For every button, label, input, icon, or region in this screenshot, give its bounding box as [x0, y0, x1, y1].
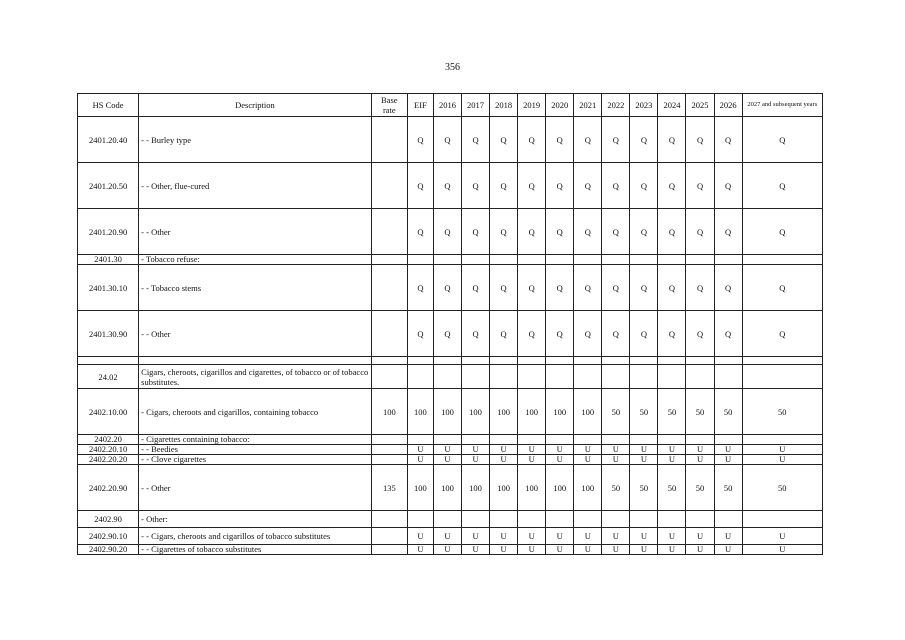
rate-cell: U — [602, 455, 630, 465]
rate-cell: Q — [433, 117, 461, 163]
rate-cell: 100 — [433, 389, 461, 435]
rate-cell — [658, 357, 686, 365]
description-cell: - - Burley type — [139, 117, 372, 163]
rate-cell: Q — [518, 311, 546, 357]
rate-cell: Q — [714, 163, 742, 209]
rate-cell: Q — [433, 209, 461, 255]
rate-cell: U — [658, 455, 686, 465]
header-eif: EIF — [407, 94, 433, 117]
rate-cell: U — [461, 545, 489, 555]
header-2018: 2018 — [490, 94, 518, 117]
rate-cell: U — [742, 445, 822, 455]
rate-cell: Q — [602, 311, 630, 357]
rate-cell: Q — [433, 163, 461, 209]
rate-cell: 100 — [490, 389, 518, 435]
rate-cell: 50 — [602, 465, 630, 511]
rate-cell: U — [407, 445, 433, 455]
rate-cell — [407, 435, 433, 445]
description-cell: - Tobacco refuse: — [139, 255, 372, 265]
rate-cell: Q — [407, 117, 433, 163]
rate-cell: U — [742, 528, 822, 545]
rate-cell: 50 — [630, 389, 658, 435]
rate-cell — [658, 365, 686, 389]
rate-cell: Q — [602, 209, 630, 255]
hs-code-cell: 2402.90.20 — [78, 545, 139, 555]
rate-cell — [574, 357, 602, 365]
rate-cell: U — [630, 445, 658, 455]
rate-cell: Q — [658, 163, 686, 209]
rate-cell — [630, 357, 658, 365]
rate-cell: Q — [518, 163, 546, 209]
rate-cell: U — [461, 528, 489, 545]
rate-cell: 100 — [518, 465, 546, 511]
rate-cell: 50 — [742, 465, 822, 511]
rate-cell — [461, 255, 489, 265]
hs-code-cell: 2402.20 — [78, 435, 139, 445]
rate-cell — [518, 435, 546, 445]
rate-cell — [433, 365, 461, 389]
rate-cell: Q — [407, 311, 433, 357]
hs-code-cell: 2401.30.10 — [78, 265, 139, 311]
table-row — [78, 511, 823, 528]
description-cell: - Cigarettes containing tobacco: — [139, 435, 372, 445]
rate-cell — [546, 357, 574, 365]
rate-cell — [518, 255, 546, 265]
rate-cell: 100 — [461, 389, 489, 435]
rate-cell — [490, 511, 518, 528]
base-rate-cell — [371, 365, 407, 389]
base-rate-cell — [371, 209, 407, 255]
table-row — [78, 311, 823, 357]
header-row — [78, 94, 823, 117]
rate-cell: Q — [490, 265, 518, 311]
rate-cell — [574, 511, 602, 528]
rate-cell: U — [518, 445, 546, 455]
rate-cell — [490, 255, 518, 265]
rate-cell: Q — [490, 117, 518, 163]
rate-cell — [461, 435, 489, 445]
description-cell: - Other: — [139, 511, 372, 528]
rate-cell — [686, 511, 714, 528]
table-row — [78, 163, 823, 209]
hs-code-cell: 2401.30.90 — [78, 311, 139, 357]
rate-cell: 50 — [714, 389, 742, 435]
rate-cell — [407, 255, 433, 265]
rate-cell — [490, 435, 518, 445]
table-row — [78, 255, 823, 265]
header-2016: 2016 — [433, 94, 461, 117]
description-cell: - - Tobacco stems — [139, 265, 372, 311]
base-rate-cell — [371, 528, 407, 545]
rate-cell — [630, 365, 658, 389]
rate-cell: U — [490, 545, 518, 555]
hs-code-cell: 2402.90 — [78, 511, 139, 528]
rate-cell — [686, 365, 714, 389]
rate-cell — [630, 255, 658, 265]
rate-cell: Q — [602, 163, 630, 209]
rate-cell: Q — [742, 311, 822, 357]
rate-cell: U — [407, 455, 433, 465]
hs-code-cell: 2402.20.20 — [78, 455, 139, 465]
rate-cell: U — [630, 528, 658, 545]
header-base-rate: Base rate — [371, 94, 407, 117]
rate-cell: Q — [574, 117, 602, 163]
rate-cell: Q — [490, 209, 518, 255]
header-2021: 2021 — [574, 94, 602, 117]
rate-cell: U — [433, 545, 461, 555]
rate-cell: 50 — [686, 389, 714, 435]
rate-cell: U — [630, 455, 658, 465]
rate-cell: 100 — [433, 465, 461, 511]
description-cell: - - Beedies — [139, 445, 372, 455]
description-cell: - - Cigars, cheroots and cigarillos of tobacco substitutes — [139, 528, 372, 545]
rate-cell — [518, 365, 546, 389]
rate-cell: 100 — [490, 465, 518, 511]
rate-cell — [546, 255, 574, 265]
header-2017: 2017 — [461, 94, 489, 117]
rate-cell: U — [546, 455, 574, 465]
rate-cell: Q — [658, 209, 686, 255]
hs-code-cell: 2402.20.10 — [78, 445, 139, 455]
rate-cell: U — [686, 445, 714, 455]
rate-cell — [630, 435, 658, 445]
rate-cell: 100 — [518, 389, 546, 435]
rate-cell: U — [546, 528, 574, 545]
rate-cell — [602, 365, 630, 389]
rate-cell: Q — [407, 163, 433, 209]
base-rate-cell — [371, 545, 407, 555]
table-row — [78, 365, 823, 389]
rate-cell — [407, 357, 433, 365]
rate-cell: U — [433, 528, 461, 545]
rate-cell: U — [574, 528, 602, 545]
table-row — [78, 265, 823, 311]
header-2020: 2020 — [546, 94, 574, 117]
rate-cell: 100 — [407, 389, 433, 435]
rate-cell — [407, 511, 433, 528]
base-rate-cell — [371, 511, 407, 528]
rate-cell: U — [630, 545, 658, 555]
rate-cell — [546, 511, 574, 528]
rate-cell: Q — [714, 209, 742, 255]
base-rate-cell — [371, 435, 407, 445]
rate-cell: Q — [546, 163, 574, 209]
base-rate-cell — [371, 445, 407, 455]
rate-cell: Q — [630, 209, 658, 255]
rate-cell: Q — [658, 117, 686, 163]
rate-cell — [714, 365, 742, 389]
rate-cell — [461, 357, 489, 365]
hs-code-cell: 2402.90.10 — [78, 528, 139, 545]
header-2025: 2025 — [686, 94, 714, 117]
rate-cell: U — [407, 545, 433, 555]
rate-cell: U — [602, 545, 630, 555]
rate-cell: 50 — [686, 465, 714, 511]
rate-cell: Q — [714, 311, 742, 357]
rate-cell — [433, 435, 461, 445]
rate-cell: Q — [461, 311, 489, 357]
rate-cell: Q — [407, 265, 433, 311]
rate-cell: U — [602, 445, 630, 455]
rate-cell: 100 — [574, 465, 602, 511]
header-2022: 2022 — [602, 94, 630, 117]
rate-cell: Q — [574, 209, 602, 255]
rate-cell — [574, 255, 602, 265]
header-2019: 2019 — [518, 94, 546, 117]
hs-code-cell: 2402.20.90 — [78, 465, 139, 511]
rate-cell: U — [714, 545, 742, 555]
rate-cell: 50 — [658, 389, 686, 435]
rate-cell — [630, 511, 658, 528]
rate-cell — [602, 357, 630, 365]
hs-code-cell: 2401.20.90 — [78, 209, 139, 255]
rate-cell: Q — [490, 163, 518, 209]
hs-code-cell: 2402.10.00 — [78, 389, 139, 435]
table-row — [78, 455, 823, 465]
rate-cell — [433, 357, 461, 365]
rate-cell: Q — [742, 163, 822, 209]
table-row — [78, 528, 823, 545]
rate-cell — [433, 511, 461, 528]
header-2023: 2023 — [630, 94, 658, 117]
rate-cell: Q — [630, 117, 658, 163]
rate-cell: U — [658, 445, 686, 455]
rate-cell — [433, 255, 461, 265]
rate-cell: Q — [574, 265, 602, 311]
rate-cell: U — [714, 445, 742, 455]
rate-cell — [742, 357, 822, 365]
rate-cell — [714, 511, 742, 528]
rate-cell: 50 — [630, 465, 658, 511]
rate-cell — [602, 255, 630, 265]
rate-cell: U — [490, 528, 518, 545]
rate-cell — [658, 435, 686, 445]
rate-cell: U — [658, 528, 686, 545]
rate-cell: U — [433, 455, 461, 465]
rate-cell — [686, 255, 714, 265]
rate-cell: 50 — [714, 465, 742, 511]
rate-cell: Q — [658, 311, 686, 357]
table-row — [78, 445, 823, 455]
rate-cell: Q — [686, 311, 714, 357]
table-row — [78, 389, 823, 435]
rate-cell: 50 — [742, 389, 822, 435]
rate-cell: Q — [461, 117, 489, 163]
rate-cell — [574, 435, 602, 445]
page-number: 356 — [445, 62, 460, 73]
rate-cell: U — [714, 455, 742, 465]
rate-cell: U — [574, 445, 602, 455]
rate-cell: Q — [433, 265, 461, 311]
rate-cell: Q — [630, 311, 658, 357]
rate-cell: Q — [742, 265, 822, 311]
rate-cell: U — [490, 445, 518, 455]
rate-cell: Q — [518, 209, 546, 255]
rate-cell — [742, 511, 822, 528]
rate-cell — [407, 365, 433, 389]
rate-cell: 100 — [574, 389, 602, 435]
rate-cell: Q — [630, 265, 658, 311]
rate-cell: U — [574, 455, 602, 465]
rate-cell: Q — [546, 209, 574, 255]
rate-cell — [658, 255, 686, 265]
rate-cell — [574, 365, 602, 389]
rate-cell — [602, 511, 630, 528]
rate-cell: Q — [490, 311, 518, 357]
hs-code-cell: 2401.30 — [78, 255, 139, 265]
rate-cell — [490, 365, 518, 389]
description-cell — [139, 357, 372, 365]
header-hs-code: HS Code — [78, 94, 139, 117]
rate-cell: Q — [742, 209, 822, 255]
description-cell: - - Clove cigarettes — [139, 455, 372, 465]
table-row — [78, 465, 823, 511]
rate-cell: U — [461, 455, 489, 465]
hs-code-cell: 24.02 — [78, 365, 139, 389]
rate-cell: U — [546, 545, 574, 555]
rate-cell: Q — [433, 311, 461, 357]
table-row — [78, 357, 823, 365]
rate-cell: 50 — [602, 389, 630, 435]
table-row — [78, 117, 823, 163]
rate-cell — [714, 435, 742, 445]
rate-cell: 50 — [658, 465, 686, 511]
rate-cell: U — [686, 455, 714, 465]
rate-cell: U — [518, 545, 546, 555]
rate-cell: Q — [518, 117, 546, 163]
rate-cell: Q — [546, 265, 574, 311]
rate-cell: Q — [461, 209, 489, 255]
rate-cell: Q — [461, 163, 489, 209]
rate-cell — [546, 435, 574, 445]
rate-cell — [546, 365, 574, 389]
header-2027-onward: 2027 and subsequent years — [742, 94, 822, 117]
header-2026: 2026 — [714, 94, 742, 117]
base-rate-cell — [371, 265, 407, 311]
rate-cell: U — [602, 528, 630, 545]
rate-cell: U — [686, 528, 714, 545]
rate-cell: U — [518, 455, 546, 465]
table-row — [78, 435, 823, 445]
rate-cell: Q — [574, 311, 602, 357]
rate-cell: Q — [742, 117, 822, 163]
rate-cell: 100 — [407, 465, 433, 511]
rate-cell — [686, 435, 714, 445]
rate-cell: U — [658, 545, 686, 555]
rate-cell: Q — [658, 265, 686, 311]
rate-cell: U — [461, 445, 489, 455]
table-body — [78, 117, 823, 555]
rate-cell: Q — [518, 265, 546, 311]
base-rate-cell — [371, 117, 407, 163]
rate-cell: U — [407, 528, 433, 545]
description-cell: - - Other, flue-cured — [139, 163, 372, 209]
rate-cell — [742, 255, 822, 265]
description-cell: - - Other — [139, 209, 372, 255]
base-rate-cell — [371, 357, 407, 365]
rate-cell: 100 — [461, 465, 489, 511]
rate-cell: Q — [686, 117, 714, 163]
rate-cell: U — [546, 445, 574, 455]
table-row — [78, 545, 823, 555]
table-row — [78, 209, 823, 255]
rate-cell: Q — [714, 117, 742, 163]
hs-code-cell — [78, 357, 139, 365]
rate-cell: U — [742, 455, 822, 465]
rate-cell — [461, 365, 489, 389]
base-rate-cell — [371, 163, 407, 209]
base-rate-cell: 100 — [371, 389, 407, 435]
base-rate-cell — [371, 311, 407, 357]
rate-cell: Q — [630, 163, 658, 209]
rate-cell: Q — [714, 265, 742, 311]
rate-cell: Q — [546, 311, 574, 357]
rate-cell — [742, 435, 822, 445]
rate-cell — [602, 435, 630, 445]
rate-cell: Q — [602, 265, 630, 311]
rate-cell: Q — [686, 209, 714, 255]
rate-cell: Q — [602, 117, 630, 163]
rate-cell: U — [742, 545, 822, 555]
rate-cell — [518, 511, 546, 528]
rate-cell: Q — [686, 163, 714, 209]
rate-cell — [461, 511, 489, 528]
header-description: Description — [139, 94, 372, 117]
rate-cell — [714, 255, 742, 265]
description-cell: Cigars, cheroots, cigarillos and cigarettes, of tobacco or of tobacco substitutes. — [139, 365, 372, 389]
rate-cell — [518, 357, 546, 365]
rate-cell: 100 — [546, 465, 574, 511]
rate-cell — [686, 357, 714, 365]
rate-cell: U — [490, 455, 518, 465]
rate-cell: U — [433, 445, 461, 455]
rate-cell: Q — [574, 163, 602, 209]
rate-cell — [714, 357, 742, 365]
base-rate-cell: 135 — [371, 465, 407, 511]
hs-code-cell: 2401.20.50 — [78, 163, 139, 209]
description-cell: - - Other — [139, 311, 372, 357]
rate-cell: U — [574, 545, 602, 555]
rate-cell: U — [714, 528, 742, 545]
rate-cell: Q — [686, 265, 714, 311]
rate-cell: 100 — [546, 389, 574, 435]
rate-cell: U — [518, 528, 546, 545]
rate-cell — [658, 511, 686, 528]
description-cell: - Cigars, cheroots and cigarillos, containing tobacco — [139, 389, 372, 435]
base-rate-cell — [371, 455, 407, 465]
header-2024: 2024 — [658, 94, 686, 117]
rate-cell — [490, 357, 518, 365]
rate-cell: Q — [407, 209, 433, 255]
description-cell: - - Cigarettes of tobacco substitutes — [139, 545, 372, 555]
hs-code-cell: 2401.20.40 — [78, 117, 139, 163]
tariff-schedule-table — [77, 93, 823, 555]
base-rate-cell — [371, 255, 407, 265]
rate-cell: U — [686, 545, 714, 555]
rate-cell — [742, 365, 822, 389]
rate-cell: Q — [546, 117, 574, 163]
description-cell: - - Other — [139, 465, 372, 511]
rate-cell: Q — [461, 265, 489, 311]
